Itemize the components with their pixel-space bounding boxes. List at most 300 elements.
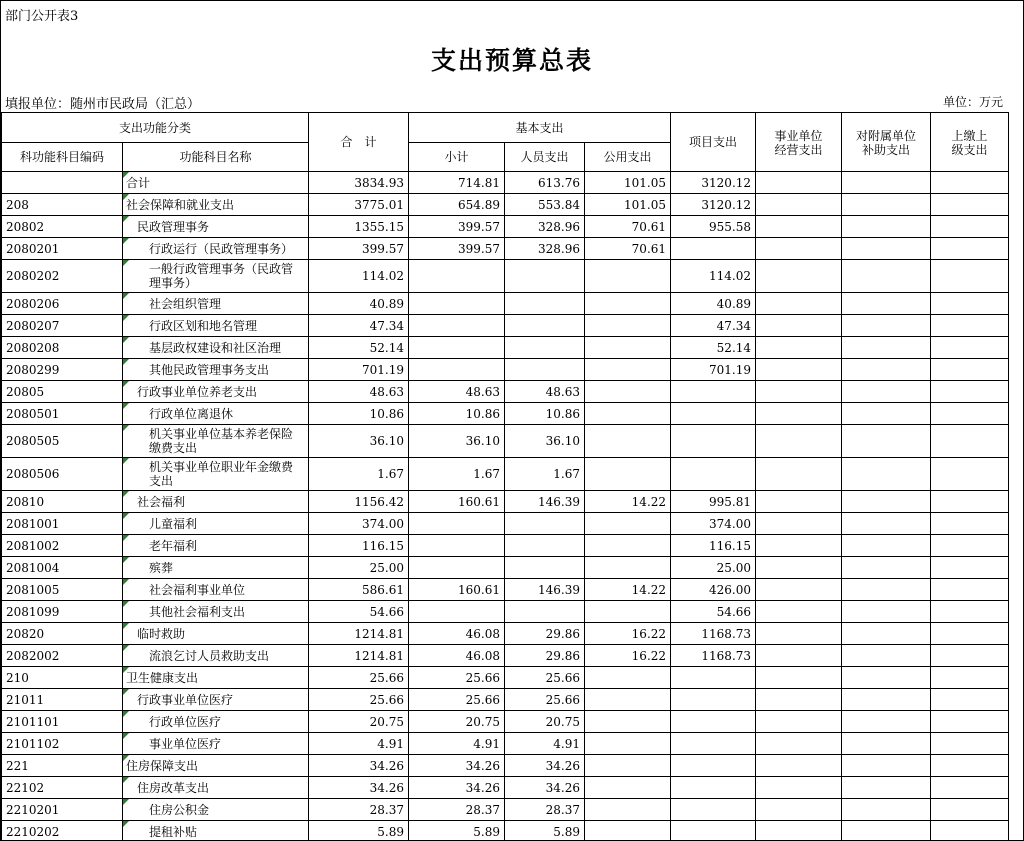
- subsidy-cell: [842, 458, 931, 491]
- subsidy-cell: [842, 821, 931, 841]
- code-cell: 210: [2, 667, 123, 689]
- name-cell: 行政运行（民政管理事务）: [123, 238, 309, 260]
- subtotal-cell: 10.86: [409, 403, 505, 425]
- code-cell: 2080206: [2, 293, 123, 315]
- subsidy-cell: [842, 799, 931, 821]
- subtotal-cell: 48.63: [409, 381, 505, 403]
- expenditure-budget-table: [1, 112, 1009, 841]
- header-project: 项目支出: [671, 113, 756, 172]
- personnel-cell: 29.86: [505, 645, 585, 667]
- table-row: [2, 293, 1009, 315]
- table-row: [2, 799, 1009, 821]
- business-cell: [756, 238, 842, 260]
- table-row: [2, 645, 1009, 667]
- business-cell: [756, 458, 842, 491]
- personnel-cell: 146.39: [505, 579, 585, 601]
- project-cell: 955.58: [671, 216, 756, 238]
- personnel-cell: 34.26: [505, 777, 585, 799]
- table-row: [2, 579, 1009, 601]
- subsidy-cell: [842, 623, 931, 645]
- business-cell: [756, 711, 842, 733]
- public-cell: [585, 799, 671, 821]
- name-cell: 行政单位医疗: [123, 711, 309, 733]
- code-cell: 22102: [2, 777, 123, 799]
- public-cell: [585, 458, 671, 491]
- upper-cell: [931, 799, 1009, 821]
- business-cell: [756, 381, 842, 403]
- name-cell: 临时救助: [123, 623, 309, 645]
- header-business: [756, 113, 842, 172]
- total-cell: 25.00: [309, 557, 409, 579]
- public-cell: [585, 711, 671, 733]
- table-row: [2, 777, 1009, 799]
- subsidy-cell: [842, 337, 931, 359]
- name-cell: 行政事业单位医疗: [123, 689, 309, 711]
- subtotal-cell: 34.26: [409, 777, 505, 799]
- project-cell: 3120.12: [671, 194, 756, 216]
- business-cell: [756, 491, 842, 513]
- personnel-cell: 553.84: [505, 194, 585, 216]
- total-cell: 52.14: [309, 337, 409, 359]
- subtotal-cell: 160.61: [409, 491, 505, 513]
- name-cell: 提租补贴: [123, 821, 309, 841]
- business-cell: [756, 194, 842, 216]
- personnel-cell: [505, 260, 585, 293]
- public-cell: [585, 337, 671, 359]
- header-subtotal: 小计: [409, 143, 505, 172]
- project-cell: [671, 403, 756, 425]
- header-public: 公用支出: [585, 143, 671, 172]
- public-cell: [585, 260, 671, 293]
- public-cell: [585, 359, 671, 381]
- total-cell: 1214.81: [309, 645, 409, 667]
- name-cell: 事业单位医疗: [123, 733, 309, 755]
- project-cell: [671, 689, 756, 711]
- public-cell: [585, 381, 671, 403]
- header-total: 合 计: [309, 113, 409, 172]
- subtotal-cell: 36.10: [409, 425, 505, 458]
- total-cell: 1156.42: [309, 491, 409, 513]
- project-cell: 114.02: [671, 260, 756, 293]
- subsidy-cell: [842, 535, 931, 557]
- project-cell: 1168.73: [671, 645, 756, 667]
- upper-cell: [931, 458, 1009, 491]
- subsidy-cell: [842, 557, 931, 579]
- total-cell: 48.63: [309, 381, 409, 403]
- table-row: [2, 491, 1009, 513]
- project-cell: 426.00: [671, 579, 756, 601]
- project-cell: 3120.12: [671, 172, 756, 194]
- name-cell: 社会福利: [123, 491, 309, 513]
- project-cell: 40.89: [671, 293, 756, 315]
- upper-cell: [931, 381, 1009, 403]
- project-cell: 701.19: [671, 359, 756, 381]
- public-cell: [585, 689, 671, 711]
- name-cell: 民政管理事务: [123, 216, 309, 238]
- subsidy-cell: [842, 194, 931, 216]
- table-row: [2, 337, 1009, 359]
- code-cell: 2080208: [2, 337, 123, 359]
- upper-cell: [931, 260, 1009, 293]
- personnel-cell: 20.75: [505, 711, 585, 733]
- upper-cell: [931, 689, 1009, 711]
- name-cell: 机关事业单位基本养老保险缴费支出: [123, 425, 309, 458]
- table-row: [2, 689, 1009, 711]
- subtotal-cell: [409, 293, 505, 315]
- subtotal-cell: [409, 535, 505, 557]
- business-cell: [756, 799, 842, 821]
- name-cell: 其他民政管理事务支出: [123, 359, 309, 381]
- name-cell: 住房改革支出: [123, 777, 309, 799]
- public-cell: [585, 733, 671, 755]
- subtotal-cell: 20.75: [409, 711, 505, 733]
- total-cell: 47.34: [309, 315, 409, 337]
- total-cell: 701.19: [309, 359, 409, 381]
- business-cell: [756, 755, 842, 777]
- upper-cell: [931, 359, 1009, 381]
- subtotal-cell: [409, 359, 505, 381]
- total-cell: 28.37: [309, 799, 409, 821]
- project-cell: 47.34: [671, 315, 756, 337]
- table-row: [2, 260, 1009, 293]
- subtotal-cell: 5.89: [409, 821, 505, 841]
- project-cell: 116.15: [671, 535, 756, 557]
- business-cell: [756, 777, 842, 799]
- name-cell: 流浪乞讨人员救助支出: [123, 645, 309, 667]
- table-row: [2, 238, 1009, 260]
- total-cell: 10.86: [309, 403, 409, 425]
- name-cell: 殡葬: [123, 557, 309, 579]
- code-cell: 2101102: [2, 733, 123, 755]
- project-cell: 1168.73: [671, 623, 756, 645]
- page-title: 支出预算总表: [430, 46, 593, 75]
- subtotal-cell: 34.26: [409, 755, 505, 777]
- subtotal-cell: [409, 337, 505, 359]
- name-cell: 老年福利: [123, 535, 309, 557]
- personnel-cell: 34.26: [505, 755, 585, 777]
- personnel-cell: 48.63: [505, 381, 585, 403]
- total-cell: 3775.01: [309, 194, 409, 216]
- table-row: [2, 458, 1009, 491]
- upper-cell: [931, 667, 1009, 689]
- public-cell: [585, 821, 671, 841]
- personnel-cell: [505, 557, 585, 579]
- subtotal-cell: 1.67: [409, 458, 505, 491]
- name-cell: 基层政权建设和社区治理: [123, 337, 309, 359]
- upper-cell: [931, 425, 1009, 458]
- public-cell: [585, 777, 671, 799]
- code-cell: 20805: [2, 381, 123, 403]
- name-cell: 行政区划和地名管理: [123, 315, 309, 337]
- name-cell: 社会组织管理: [123, 293, 309, 315]
- subsidy-cell: [842, 260, 931, 293]
- business-cell: [756, 535, 842, 557]
- upper-cell: [931, 579, 1009, 601]
- code-cell: 208: [2, 194, 123, 216]
- business-cell: [756, 315, 842, 337]
- business-cell: [756, 645, 842, 667]
- business-cell: [756, 557, 842, 579]
- business-cell: [756, 821, 842, 841]
- business-cell: [756, 733, 842, 755]
- project-cell: [671, 458, 756, 491]
- business-cell: [756, 172, 842, 194]
- currency-unit-label: 单位：万元: [942, 95, 1003, 109]
- table-body: [2, 172, 1009, 841]
- public-cell: [585, 293, 671, 315]
- code-cell: 2080506: [2, 458, 123, 491]
- personnel-cell: 1.67: [505, 458, 585, 491]
- personnel-cell: 146.39: [505, 491, 585, 513]
- code-cell: 21011: [2, 689, 123, 711]
- public-cell: 14.22: [585, 491, 671, 513]
- table-row: [2, 623, 1009, 645]
- total-cell: 34.26: [309, 755, 409, 777]
- code-cell: 20802: [2, 216, 123, 238]
- upper-cell: [931, 821, 1009, 841]
- name-cell: 一般行政管理事务（民政管理事务）: [123, 260, 309, 293]
- name-cell: 儿童福利: [123, 513, 309, 535]
- table-row: [2, 535, 1009, 557]
- personnel-cell: 613.76: [505, 172, 585, 194]
- subsidy-cell: [842, 711, 931, 733]
- subtotal-cell: [409, 513, 505, 535]
- name-cell: 住房保障支出: [123, 755, 309, 777]
- subsidy-cell: [842, 579, 931, 601]
- total-cell: 36.10: [309, 425, 409, 458]
- public-cell: [585, 513, 671, 535]
- subtotal-cell: 399.57: [409, 238, 505, 260]
- total-cell: 3834.93: [309, 172, 409, 194]
- project-cell: [671, 711, 756, 733]
- table-row: [2, 557, 1009, 579]
- personnel-cell: [505, 315, 585, 337]
- subsidy-cell: [842, 315, 931, 337]
- project-cell: [671, 799, 756, 821]
- upper-cell: [931, 403, 1009, 425]
- business-cell: [756, 513, 842, 535]
- table-number-label: 部门公开表3: [5, 9, 79, 24]
- project-cell: [671, 425, 756, 458]
- subtotal-cell: 654.89: [409, 194, 505, 216]
- personnel-cell: 10.86: [505, 403, 585, 425]
- code-cell: 2081002: [2, 535, 123, 557]
- code-cell: 20810: [2, 491, 123, 513]
- subsidy-cell: [842, 733, 931, 755]
- code-cell: 2080207: [2, 315, 123, 337]
- project-cell: [671, 667, 756, 689]
- personnel-cell: 36.10: [505, 425, 585, 458]
- name-cell: 卫生健康支出: [123, 667, 309, 689]
- personnel-cell: 4.91: [505, 733, 585, 755]
- subtotal-cell: [409, 260, 505, 293]
- table-row: [2, 513, 1009, 535]
- public-cell: [585, 315, 671, 337]
- personnel-cell: 28.37: [505, 799, 585, 821]
- header-basic: 基本支出: [409, 113, 671, 143]
- upper-cell: [931, 645, 1009, 667]
- business-cell: [756, 601, 842, 623]
- subsidy-cell: [842, 777, 931, 799]
- filler-unit-label: 填报单位：随州市民政局（汇总）: [5, 97, 201, 112]
- upper-cell: [931, 623, 1009, 645]
- code-cell: 20820: [2, 623, 123, 645]
- name-cell: 住房公积金: [123, 799, 309, 821]
- project-cell: [671, 238, 756, 260]
- public-cell: [585, 601, 671, 623]
- subtotal-cell: [409, 315, 505, 337]
- total-cell: 1.67: [309, 458, 409, 491]
- table-row: [2, 755, 1009, 777]
- upper-cell: [931, 238, 1009, 260]
- project-cell: [671, 755, 756, 777]
- upper-cell: [931, 711, 1009, 733]
- personnel-cell: 25.66: [505, 689, 585, 711]
- subsidy-cell: [842, 601, 931, 623]
- subsidy-cell: [842, 403, 931, 425]
- upper-cell: [931, 733, 1009, 755]
- code-cell: 2080505: [2, 425, 123, 458]
- public-cell: 101.05: [585, 194, 671, 216]
- public-cell: [585, 557, 671, 579]
- header-name: 功能科目名称: [123, 143, 309, 172]
- personnel-cell: [505, 513, 585, 535]
- personnel-cell: [505, 601, 585, 623]
- total-cell: 374.00: [309, 513, 409, 535]
- subsidy-cell: [842, 238, 931, 260]
- project-cell: [671, 381, 756, 403]
- subtotal-cell: 25.66: [409, 667, 505, 689]
- header-upper: [931, 113, 1009, 172]
- project-cell: 374.00: [671, 513, 756, 535]
- table-row: [2, 359, 1009, 381]
- upper-cell: [931, 513, 1009, 535]
- code-cell: 2080201: [2, 238, 123, 260]
- public-cell: [585, 667, 671, 689]
- code-cell: 2081001: [2, 513, 123, 535]
- upper-cell: [931, 755, 1009, 777]
- project-cell: 54.66: [671, 601, 756, 623]
- total-cell: 1355.15: [309, 216, 409, 238]
- code-cell: 2081005: [2, 579, 123, 601]
- total-cell: 54.66: [309, 601, 409, 623]
- subtotal-cell: 714.81: [409, 172, 505, 194]
- business-cell: [756, 425, 842, 458]
- upper-cell: [931, 535, 1009, 557]
- public-cell: 16.22: [585, 645, 671, 667]
- subsidy-cell: [842, 381, 931, 403]
- table-row: [2, 711, 1009, 733]
- upper-cell: [931, 194, 1009, 216]
- personnel-cell: [505, 337, 585, 359]
- code-cell: 221: [2, 755, 123, 777]
- name-cell: 合计: [123, 172, 309, 194]
- code-cell: 2080202: [2, 260, 123, 293]
- public-cell: 16.22: [585, 623, 671, 645]
- public-cell: [585, 425, 671, 458]
- table-row: [2, 821, 1009, 841]
- public-cell: 14.22: [585, 579, 671, 601]
- project-cell: 995.81: [671, 491, 756, 513]
- upper-cell: [931, 491, 1009, 513]
- subtotal-cell: [409, 557, 505, 579]
- personnel-cell: [505, 359, 585, 381]
- subsidy-cell: [842, 172, 931, 194]
- subtotal-cell: 4.91: [409, 733, 505, 755]
- name-cell: 行政事业单位养老支出: [123, 381, 309, 403]
- table-row: [2, 425, 1009, 458]
- subtotal-cell: [409, 601, 505, 623]
- total-cell: 1214.81: [309, 623, 409, 645]
- project-cell: 52.14: [671, 337, 756, 359]
- personnel-cell: [505, 535, 585, 557]
- upper-cell: [931, 337, 1009, 359]
- header-func-class: 支出功能分类: [2, 113, 309, 143]
- public-cell: [585, 403, 671, 425]
- public-cell: [585, 535, 671, 557]
- total-cell: 586.61: [309, 579, 409, 601]
- name-cell: 行政单位离退休: [123, 403, 309, 425]
- header-personnel: 人员支出: [505, 143, 585, 172]
- upper-cell: [931, 557, 1009, 579]
- subtotal-cell: 160.61: [409, 579, 505, 601]
- code-cell: 2080501: [2, 403, 123, 425]
- subsidy-cell: [842, 513, 931, 535]
- personnel-cell: 328.96: [505, 216, 585, 238]
- subsidy-cell: [842, 359, 931, 381]
- business-cell: [756, 216, 842, 238]
- personnel-cell: 29.86: [505, 623, 585, 645]
- code-cell: 2081099: [2, 601, 123, 623]
- business-cell: [756, 623, 842, 645]
- table-row: [2, 172, 1009, 194]
- personnel-cell: 25.66: [505, 667, 585, 689]
- code-cell: [2, 172, 123, 194]
- project-cell: 25.00: [671, 557, 756, 579]
- code-cell: 2081004: [2, 557, 123, 579]
- table-row: [2, 667, 1009, 689]
- subsidy-cell: [842, 755, 931, 777]
- business-cell: [756, 579, 842, 601]
- project-cell: [671, 821, 756, 841]
- code-cell: 2082002: [2, 645, 123, 667]
- name-cell: 其他社会福利支出: [123, 601, 309, 623]
- total-cell: 114.02: [309, 260, 409, 293]
- total-cell: 20.75: [309, 711, 409, 733]
- business-cell: [756, 689, 842, 711]
- table-row: [2, 601, 1009, 623]
- subsidy-cell: [842, 216, 931, 238]
- code-cell: 2210202: [2, 821, 123, 841]
- personnel-cell: 5.89: [505, 821, 585, 841]
- total-cell: 5.89: [309, 821, 409, 841]
- subsidy-cell: [842, 667, 931, 689]
- personnel-cell: [505, 293, 585, 315]
- table-row: [2, 315, 1009, 337]
- total-cell: 25.66: [309, 689, 409, 711]
- header-business-text: 事业单位经营支出: [774, 129, 823, 157]
- upper-cell: [931, 293, 1009, 315]
- name-cell: 社会福利事业单位: [123, 579, 309, 601]
- business-cell: [756, 337, 842, 359]
- subsidy-cell: [842, 425, 931, 458]
- subtotal-cell: 399.57: [409, 216, 505, 238]
- public-cell: 70.61: [585, 238, 671, 260]
- project-cell: [671, 733, 756, 755]
- subtotal-cell: 28.37: [409, 799, 505, 821]
- code-cell: 2210201: [2, 799, 123, 821]
- subtotal-cell: 46.08: [409, 623, 505, 645]
